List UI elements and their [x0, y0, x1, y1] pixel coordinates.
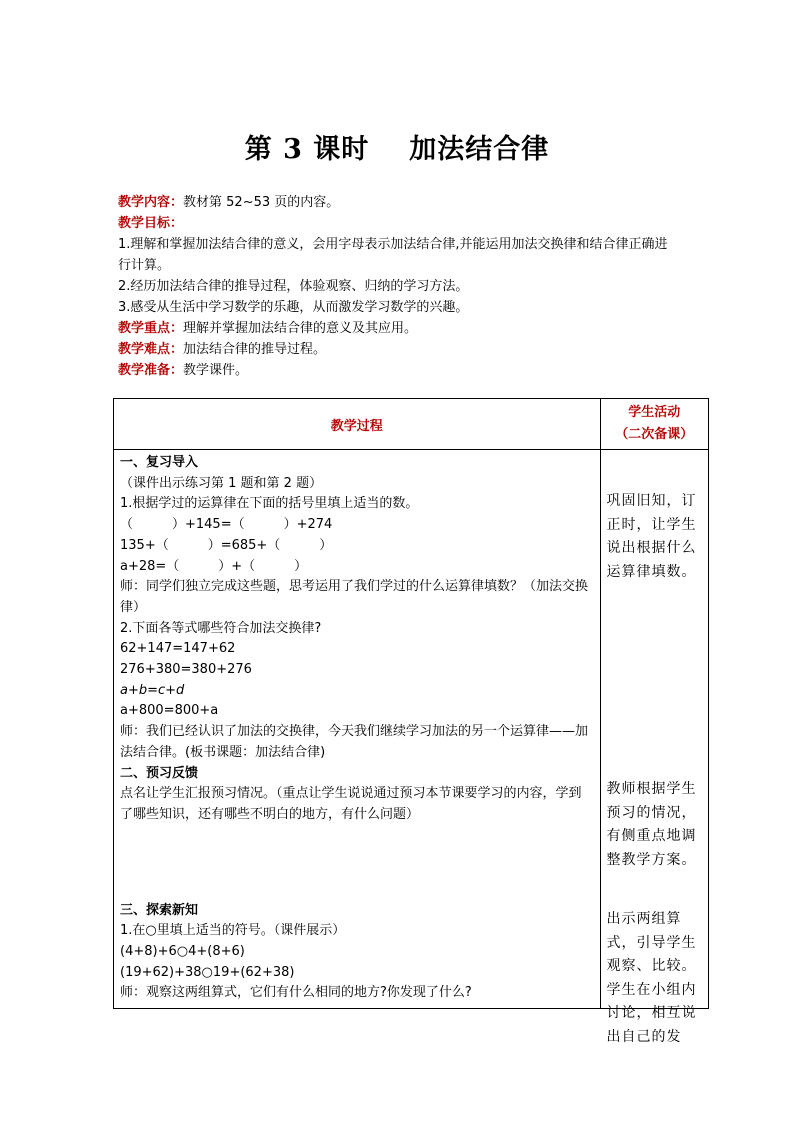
process-line: 师：我们已经认识了加法的交换律，今天我们继续学习加法的另一个运算律——加法结合律。(板书课题：加法结合律) — [120, 724, 589, 760]
page-title — [0, 127, 794, 166]
process-line: a+800=800+a — [120, 703, 219, 719]
goal-1: 1.理解和掌握加法结合律的意义，会用字母表示加法结合律,并能运用加法交换律和结合律正确进行计算。 — [118, 237, 668, 273]
section-preview-feedback: 二、预习反馈 — [120, 765, 199, 781]
process-line: 1.在○里填上适当的符号。（课件展示） — [120, 923, 346, 939]
process-line: (19+62)+38○19+(62+38) — [120, 964, 295, 980]
key-point-label: 教学重点： — [118, 321, 184, 336]
lesson-meta — [118, 192, 718, 381]
table-body-row — [114, 450, 709, 1009]
preparation-line — [118, 360, 718, 381]
process-line: a+b=c+d — [120, 682, 185, 698]
header-right-line-1: 学生活动 — [628, 405, 681, 420]
process-line: a+28=（ ）+（ ） — [120, 558, 308, 574]
preparation-label: 教学准备： — [118, 363, 184, 378]
activity-note-preview: 教师根据学生预习的情况，有侧重点地调整教学方案。 — [606, 781, 697, 868]
goal-3: 3.感受从生活中学习数学的乐趣，从而激发学习数学的兴趣。 — [118, 300, 469, 315]
lesson-plan-table — [113, 398, 709, 1045]
difficulty-value: 加法结合律的推导过程。 — [183, 342, 327, 357]
teaching-process-cell — [114, 450, 601, 1009]
preparation-value: 教学课件。 — [183, 363, 249, 378]
process-line: 师：同学们独立完成这些题，思考运用了我们学过的什么运算律填数？（加法交换律） — [120, 579, 589, 615]
activity-note-explore: 出示两组算式，引导学生观察、比较。学生在小组内讨论，相互说出自己的发 — [606, 911, 697, 1045]
activity-note-review: 巩固旧知，订正时，让学生说出根据什么运算律填数。 — [606, 493, 697, 580]
header-student-activity — [600, 399, 709, 450]
process-line: (4+8)+6○4+(8+6) — [120, 944, 245, 960]
goal-2: 2.经历加法结合律的推导过程，体验观察、归纳的学习方法。 — [118, 279, 469, 294]
table-header-row — [114, 399, 709, 450]
header-teaching-process — [114, 399, 601, 450]
process-line: 276+380=380+276 — [120, 662, 252, 678]
teaching-content-line — [118, 192, 718, 213]
section-review-intro: 一、复习导入 — [120, 455, 199, 470]
key-point-line — [118, 318, 718, 339]
teaching-content-value: 教材第 52~53 页的内容。 — [183, 195, 340, 210]
process-line: 135+（ ）=685+（ ） — [120, 537, 333, 553]
process-line: 点名让学生汇报预习情况。（重点让学生说说通过预习本节课要学习的内容，学到了哪些知识，还有哪些不明白的地方，有什么问题） — [120, 786, 582, 822]
title-topic: 加法结合律 — [409, 134, 550, 165]
process-line: 师：观察这两组算式，它们有什么相同的地方?你发现了什么? — [120, 985, 472, 1001]
blank-space — [120, 826, 594, 901]
header-right-line-2: （二次备课） — [615, 427, 694, 442]
teaching-content-label: 教学内容： — [118, 195, 184, 210]
section-explore-new: 三、探索新知 — [120, 902, 199, 918]
key-point-value: 理解并掌握加法结合律的意义及其应用。 — [183, 321, 418, 336]
difficulty-line — [118, 339, 718, 360]
process-line: 1.根据学过的运算律在下面的括号里填上适当的数。 — [120, 496, 419, 512]
difficulty-label: 教学难点： — [118, 342, 184, 357]
process-line: （ ）+145=（ ）+274 — [120, 517, 333, 533]
teaching-goals-label: 教学目标： — [118, 216, 184, 231]
process-line: 62+147=147+62 — [120, 641, 236, 657]
teaching-goals-line — [118, 213, 718, 234]
header-left-label: 教学过程 — [330, 418, 383, 434]
title-lesson-number: 第 3 课时 — [244, 134, 370, 165]
process-line: （课件出示练习第 1 题和第 2 题） — [120, 475, 323, 491]
process-line: 2.下面各等式哪些符合加法交换律? — [120, 620, 322, 636]
student-activity-cell — [600, 450, 709, 1045]
